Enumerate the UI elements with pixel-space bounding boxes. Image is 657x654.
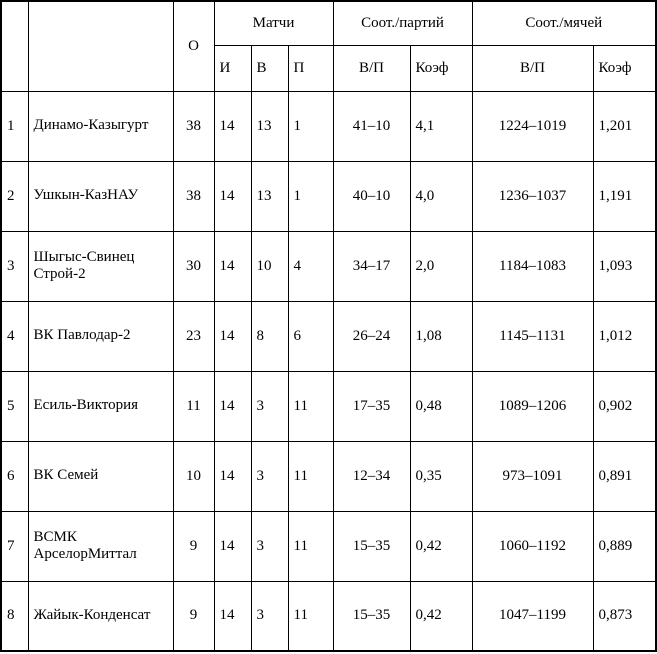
cell-balls-coef: 0,902: [593, 371, 656, 441]
cell-team: Динамо-Казыгурт: [28, 91, 173, 161]
header-rank: [1, 1, 28, 91]
table-row: [1, 231, 656, 301]
cell-rank: 4: [1, 301, 28, 371]
cell-points: 11: [173, 371, 214, 441]
cell-balls-ratio: 1047–1199: [472, 581, 593, 651]
table-row: [1, 511, 656, 581]
cell-team: ВК Семей: [28, 441, 173, 511]
cell-losses: 11: [288, 511, 333, 581]
table-row: [1, 161, 656, 231]
table-row: [1, 301, 656, 371]
header-losses: П: [288, 45, 333, 91]
cell-wins: 8: [251, 301, 288, 371]
cell-sets-coef: 0,35: [410, 441, 472, 511]
cell-rank: 8: [1, 581, 28, 651]
cell-balls-coef: 1,201: [593, 91, 656, 161]
cell-sets-ratio: 34–17: [333, 231, 410, 301]
header-team: [28, 1, 173, 91]
cell-team: Ушкын-КазНАУ: [28, 161, 173, 231]
cell-losses: 4: [288, 231, 333, 301]
cell-losses: 1: [288, 91, 333, 161]
cell-balls-ratio: 1060–1192: [472, 511, 593, 581]
cell-balls-ratio: 973–1091: [472, 441, 593, 511]
cell-sets-ratio: 12–34: [333, 441, 410, 511]
cell-sets-coef: 1,08: [410, 301, 472, 371]
header-sets-coef: Коэф: [410, 45, 472, 91]
cell-balls-ratio: 1145–1131: [472, 301, 593, 371]
cell-sets-coef: 0,42: [410, 511, 472, 581]
cell-sets-coef: 2,0: [410, 231, 472, 301]
cell-sets-coef: 0,42: [410, 581, 472, 651]
cell-points: 38: [173, 91, 214, 161]
cell-balls-ratio: 1184–1083: [472, 231, 593, 301]
header-group-sets: Соот./партий: [333, 1, 472, 45]
cell-rank: 2: [1, 161, 28, 231]
cell-wins: 3: [251, 441, 288, 511]
cell-points: 30: [173, 231, 214, 301]
cell-sets-ratio: 41–10: [333, 91, 410, 161]
cell-games: 14: [214, 161, 251, 231]
header-games: И: [214, 45, 251, 91]
cell-losses: 11: [288, 441, 333, 511]
cell-team: Шыгыс-Свинец Строй-2: [28, 231, 173, 301]
header-group-matches: Матчи: [214, 1, 333, 45]
cell-balls-coef: 0,891: [593, 441, 656, 511]
cell-sets-coef: 0,48: [410, 371, 472, 441]
cell-rank: 5: [1, 371, 28, 441]
cell-balls-coef: 1,093: [593, 231, 656, 301]
cell-games: 14: [214, 511, 251, 581]
cell-sets-ratio: 15–35: [333, 581, 410, 651]
header-balls-coef: Коэф: [593, 45, 656, 91]
cell-balls-coef: 0,889: [593, 511, 656, 581]
header-row-groups: [1, 1, 656, 45]
cell-wins: 10: [251, 231, 288, 301]
cell-games: 14: [214, 231, 251, 301]
cell-losses: 6: [288, 301, 333, 371]
cell-wins: 3: [251, 511, 288, 581]
cell-games: 14: [214, 91, 251, 161]
cell-team: Есиль-Виктория: [28, 371, 173, 441]
cell-balls-ratio: 1089–1206: [472, 371, 593, 441]
cell-losses: 11: [288, 581, 333, 651]
cell-balls-coef: 1,191: [593, 161, 656, 231]
cell-points: 9: [173, 511, 214, 581]
cell-losses: 11: [288, 371, 333, 441]
cell-wins: 3: [251, 371, 288, 441]
cell-wins: 13: [251, 161, 288, 231]
header-points: О: [173, 1, 214, 91]
cell-balls-coef: 0,873: [593, 581, 656, 651]
cell-games: 14: [214, 301, 251, 371]
cell-sets-ratio: 26–24: [333, 301, 410, 371]
cell-rank: 6: [1, 441, 28, 511]
table-row: [1, 91, 656, 161]
cell-losses: 1: [288, 161, 333, 231]
cell-points: 10: [173, 441, 214, 511]
table-body: [1, 91, 656, 651]
cell-points: 9: [173, 581, 214, 651]
table-row: [1, 441, 656, 511]
cell-games: 14: [214, 371, 251, 441]
cell-wins: 13: [251, 91, 288, 161]
cell-rank: 1: [1, 91, 28, 161]
cell-wins: 3: [251, 581, 288, 651]
cell-sets-ratio: 15–35: [333, 511, 410, 581]
cell-balls-ratio: 1236–1037: [472, 161, 593, 231]
cell-sets-ratio: 17–35: [333, 371, 410, 441]
cell-balls-coef: 1,012: [593, 301, 656, 371]
cell-games: 14: [214, 441, 251, 511]
header-group-balls: Соот./мячей: [472, 1, 656, 45]
cell-sets-coef: 4,1: [410, 91, 472, 161]
header-wins: В: [251, 45, 288, 91]
cell-games: 14: [214, 581, 251, 651]
cell-balls-ratio: 1224–1019: [472, 91, 593, 161]
cell-sets-coef: 4,0: [410, 161, 472, 231]
cell-rank: 7: [1, 511, 28, 581]
table-row: [1, 581, 656, 651]
cell-team: ВСМК АрселорМиттал: [28, 511, 173, 581]
header-balls-ratio: В/П: [472, 45, 593, 91]
table-header: [1, 1, 656, 91]
cell-points: 23: [173, 301, 214, 371]
table-row: [1, 371, 656, 441]
cell-points: 38: [173, 161, 214, 231]
cell-team: ВК Павлодар-2: [28, 301, 173, 371]
cell-rank: 3: [1, 231, 28, 301]
cell-team: Жайык-Конденсат: [28, 581, 173, 651]
header-sets-ratio: В/П: [333, 45, 410, 91]
cell-sets-ratio: 40–10: [333, 161, 410, 231]
